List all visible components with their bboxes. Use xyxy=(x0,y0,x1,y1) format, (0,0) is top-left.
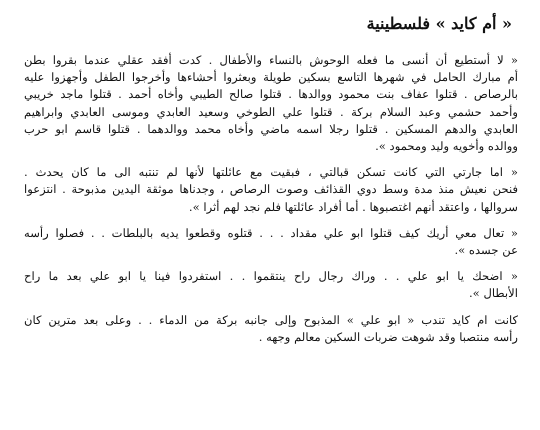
text-line: سروالها ، واعتقد أنهم اغتصبوها . أما أفراد عائلتها فلم نجد لهم أثرا ». xyxy=(188,199,518,214)
text-line: رأسه منتصبا وقد شوهت ضربات السكين معالم وجهه . xyxy=(258,329,518,344)
paragraph-5 xyxy=(24,312,518,346)
text-line: فنحن نعيش منذ مدة وسط دوي القذائف وصوت الرصاص ، وجدناها موثقة اليدين مذبوحة . انتزعوا xyxy=(24,182,518,197)
text-line: العابدي والدهم المسكين . قتلوا رجلا اسمه ماضي وأخاه محمد ووالدهما . قتلوا قاسم ابو حرب xyxy=(24,121,518,136)
text-line: بالرصاص . قتلوا عفاف بنت محمود ووالدها . قتلوا صالح الطيبي وأخاه أحمد . قتلوا ماجد خريبي xyxy=(24,87,518,102)
paragraph-2 xyxy=(24,164,518,216)
text-line: الأبطال ». xyxy=(469,286,518,301)
text-line: عن جسده ». xyxy=(454,243,518,258)
text-line: أم مبارك الحامل في شهرها التاسع بسكين طويلة وبعثروا أحشاءها وأخرجوا الطفل وأجهزوا عليه xyxy=(24,70,518,85)
text-line: « اضحك يا ابو علي . . وراك رجال راح ينتقموا . . استفردوا فينا يا ابو علي بعد ما راح xyxy=(24,269,518,284)
text-line: ووالده وأخويه وليد ومحمود ». xyxy=(375,139,518,154)
text-line: « لا أستطيع أن أنسى ما فعله الوحوش بالنساء والأطفال . كدت أفقد عقلي عندما بقروا بطن xyxy=(24,53,518,67)
paragraph-1 xyxy=(24,52,518,155)
paragraph-3 xyxy=(24,225,518,259)
text-line: وأحمد حشمي وعبد السلام بركة . قتلوا علي الطوخي وسعيد العابدي وموسى العابدي وابراهيم xyxy=(24,104,518,119)
text-line: « تعال معي أريك كيف قتلوا ابو علي مقداد . . . قتلوه وقطعوا يديه بالبلطات . . فصلوا رأسه xyxy=(24,225,518,240)
text-line: « اما جارتي التي كانت تسكن قبالتي ، فبقيت مع عائلتها لأنها لم تنتبه الى ما كان يحدث . xyxy=(24,165,518,180)
text-line: كانت ام كايد تندب « ابو علي » المذبوح وإلى جانبه بركة من الدماء . . وعلى بعد مترين كان xyxy=(24,312,518,327)
paragraph-4 xyxy=(24,268,518,302)
document-title: « أم كايد » فلسطينية xyxy=(366,14,512,33)
